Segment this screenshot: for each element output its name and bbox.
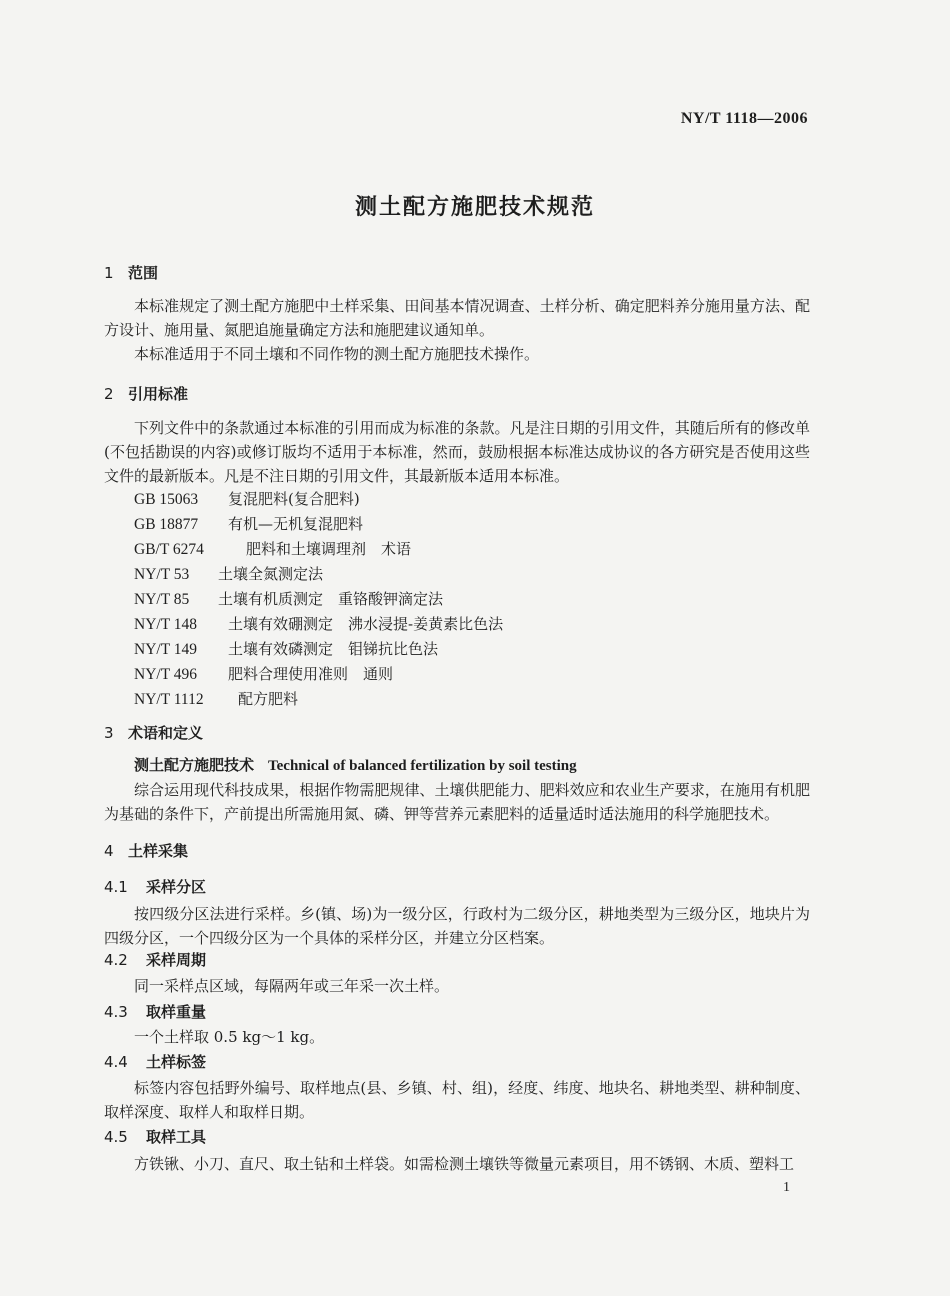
page-number: 1 <box>783 1180 790 1195</box>
standard-code: NY/T 1118—2006 <box>680 110 808 127</box>
subsection-title: 采样周期 <box>146 951 207 969</box>
reference-name: 土壤有机质测定 重铬酸钾滴定法 <box>218 590 444 608</box>
reference-item <box>134 638 438 659</box>
subsection-4-1-heading <box>104 876 206 897</box>
section-3-paragraph: 综合运用现代科技成果，根据作物需肥规律、土壤供肥能力、肥料效应和农业生产要求，在施用有机肥为基础的条件下，产前提出所需施用氮、磷、钾等营养元素肥料的适量适时适法施用的科学施肥技术。 <box>104 781 810 823</box>
section-title: 范围 <box>128 264 159 282</box>
subsection-title: 取样重量 <box>146 1003 207 1021</box>
reference-name: 肥料和土壤调理剂 术语 <box>246 540 412 558</box>
reference-name: 有机—无机复混肥料 <box>228 515 364 533</box>
section-title: 引用标准 <box>128 385 189 403</box>
section-title: 土样采集 <box>128 842 189 860</box>
subsection-number: 4.1 <box>104 878 128 896</box>
reference-item <box>134 588 443 609</box>
reference-code: NY/T 85 <box>134 591 190 608</box>
reference-item <box>134 513 363 534</box>
subsection-4-1-paragraph: 按四级分区法进行采样。乡(镇、场)为一级分区，行政村为二级分区，耕地类型为三级分区，地块片为四级分区，一个四级分区为一个具体的采样分区，并建立分区档案。 <box>104 905 810 947</box>
subsection-title: 取样工具 <box>146 1128 207 1146</box>
section-1-paragraph-1: 本标准规定了测土配方施肥中土样采集、田间基本情况调查、土样分析、确定肥料养分施用量方法、配方设计、施用量、氮肥追施量确定方法和施肥建议通知单。 <box>104 297 810 339</box>
subsection-4-5-paragraph: 方铁锹、小刀、直尺、取土钻和土样袋。如需检测土壤铁等微量元素项目，用不锈钢、木质、塑料工 <box>134 1155 795 1173</box>
reference-code: NY/T 496 <box>134 666 198 683</box>
term-chinese: 测土配方施肥技术 <box>134 756 255 774</box>
reference-item <box>134 488 360 509</box>
reference-item <box>134 613 503 634</box>
reference-code: NY/T 148 <box>134 616 198 633</box>
section-number: 2 <box>104 385 114 403</box>
term-heading <box>134 754 577 775</box>
reference-item <box>134 538 411 559</box>
subsection-4-2-heading <box>104 949 206 970</box>
subsection-title: 土样标签 <box>146 1053 207 1071</box>
subsection-4-5-heading <box>104 1126 206 1147</box>
reference-code: GB 18877 <box>134 516 199 533</box>
subsection-number: 4.4 <box>104 1053 128 1071</box>
subsection-title: 采样分区 <box>146 878 207 896</box>
section-number: 1 <box>104 264 114 282</box>
reference-name: 复混肥料(复合肥料) <box>228 490 360 508</box>
reference-code: GB 15063 <box>134 491 199 508</box>
document-title: 测土配方施肥技术规范 <box>354 195 595 220</box>
section-2-paragraph: 下列文件中的条款通过本标准的引用而成为标准的条款。凡是注日期的引用文件，其随后所有的修改单(不包括勘误的内容)或修订版均不适用于本标准，然而，鼓励根据本标准达成协议的各方研究是否使用这些文件的最新版本。凡是不注日期的引用文件，其最新版本适用本标准。 <box>104 419 810 485</box>
subsection-number: 4.2 <box>104 951 128 969</box>
term-english: Technical of balanced fertilization by soil testing <box>268 758 577 774</box>
reference-item <box>134 688 298 709</box>
section-title: 术语和定义 <box>128 724 204 742</box>
reference-name: 土壤有效硼测定 沸水浸提-姜黄素比色法 <box>228 615 504 633</box>
reference-item <box>134 663 393 684</box>
reference-name: 肥料合理使用准则 通则 <box>228 665 394 683</box>
subsection-4-3-paragraph: 一个土样取 0.5 kg～1 kg。 <box>134 1028 325 1046</box>
section-number: 4 <box>104 842 114 860</box>
reference-item <box>134 563 323 584</box>
subsection-number: 4.3 <box>104 1003 128 1021</box>
section-1-paragraph-2: 本标准适用于不同土壤和不同作物的测土配方施肥技术操作。 <box>134 345 540 363</box>
section-1-heading <box>104 262 158 283</box>
subsection-4-4-paragraph: 标签内容包括野外编号、取样地点(县、乡镇、村、组)，经度、纬度、地块名、耕地类型、耕种制度、取样深度、取样人和取样日期。 <box>104 1079 810 1121</box>
reference-code: NY/T 1112 <box>134 691 204 708</box>
reference-code: NY/T 53 <box>134 566 190 583</box>
reference-name: 土壤有效磷测定 钼锑抗比色法 <box>228 640 439 658</box>
reference-name: 土壤全氮测定法 <box>218 565 324 583</box>
subsection-number: 4.5 <box>104 1128 128 1146</box>
reference-code: NY/T 149 <box>134 641 198 658</box>
section-3-heading <box>104 722 203 743</box>
reference-name: 配方肥料 <box>238 690 299 708</box>
subsection-4-4-heading <box>104 1051 206 1072</box>
subsection-4-2-paragraph: 同一采样点区域，每隔两年或三年采一次土样。 <box>134 977 450 995</box>
section-number: 3 <box>104 724 114 742</box>
reference-code: GB/T 6274 <box>134 541 204 558</box>
section-2-heading <box>104 383 188 404</box>
subsection-4-3-heading <box>104 1001 206 1022</box>
section-4-heading <box>104 840 188 861</box>
